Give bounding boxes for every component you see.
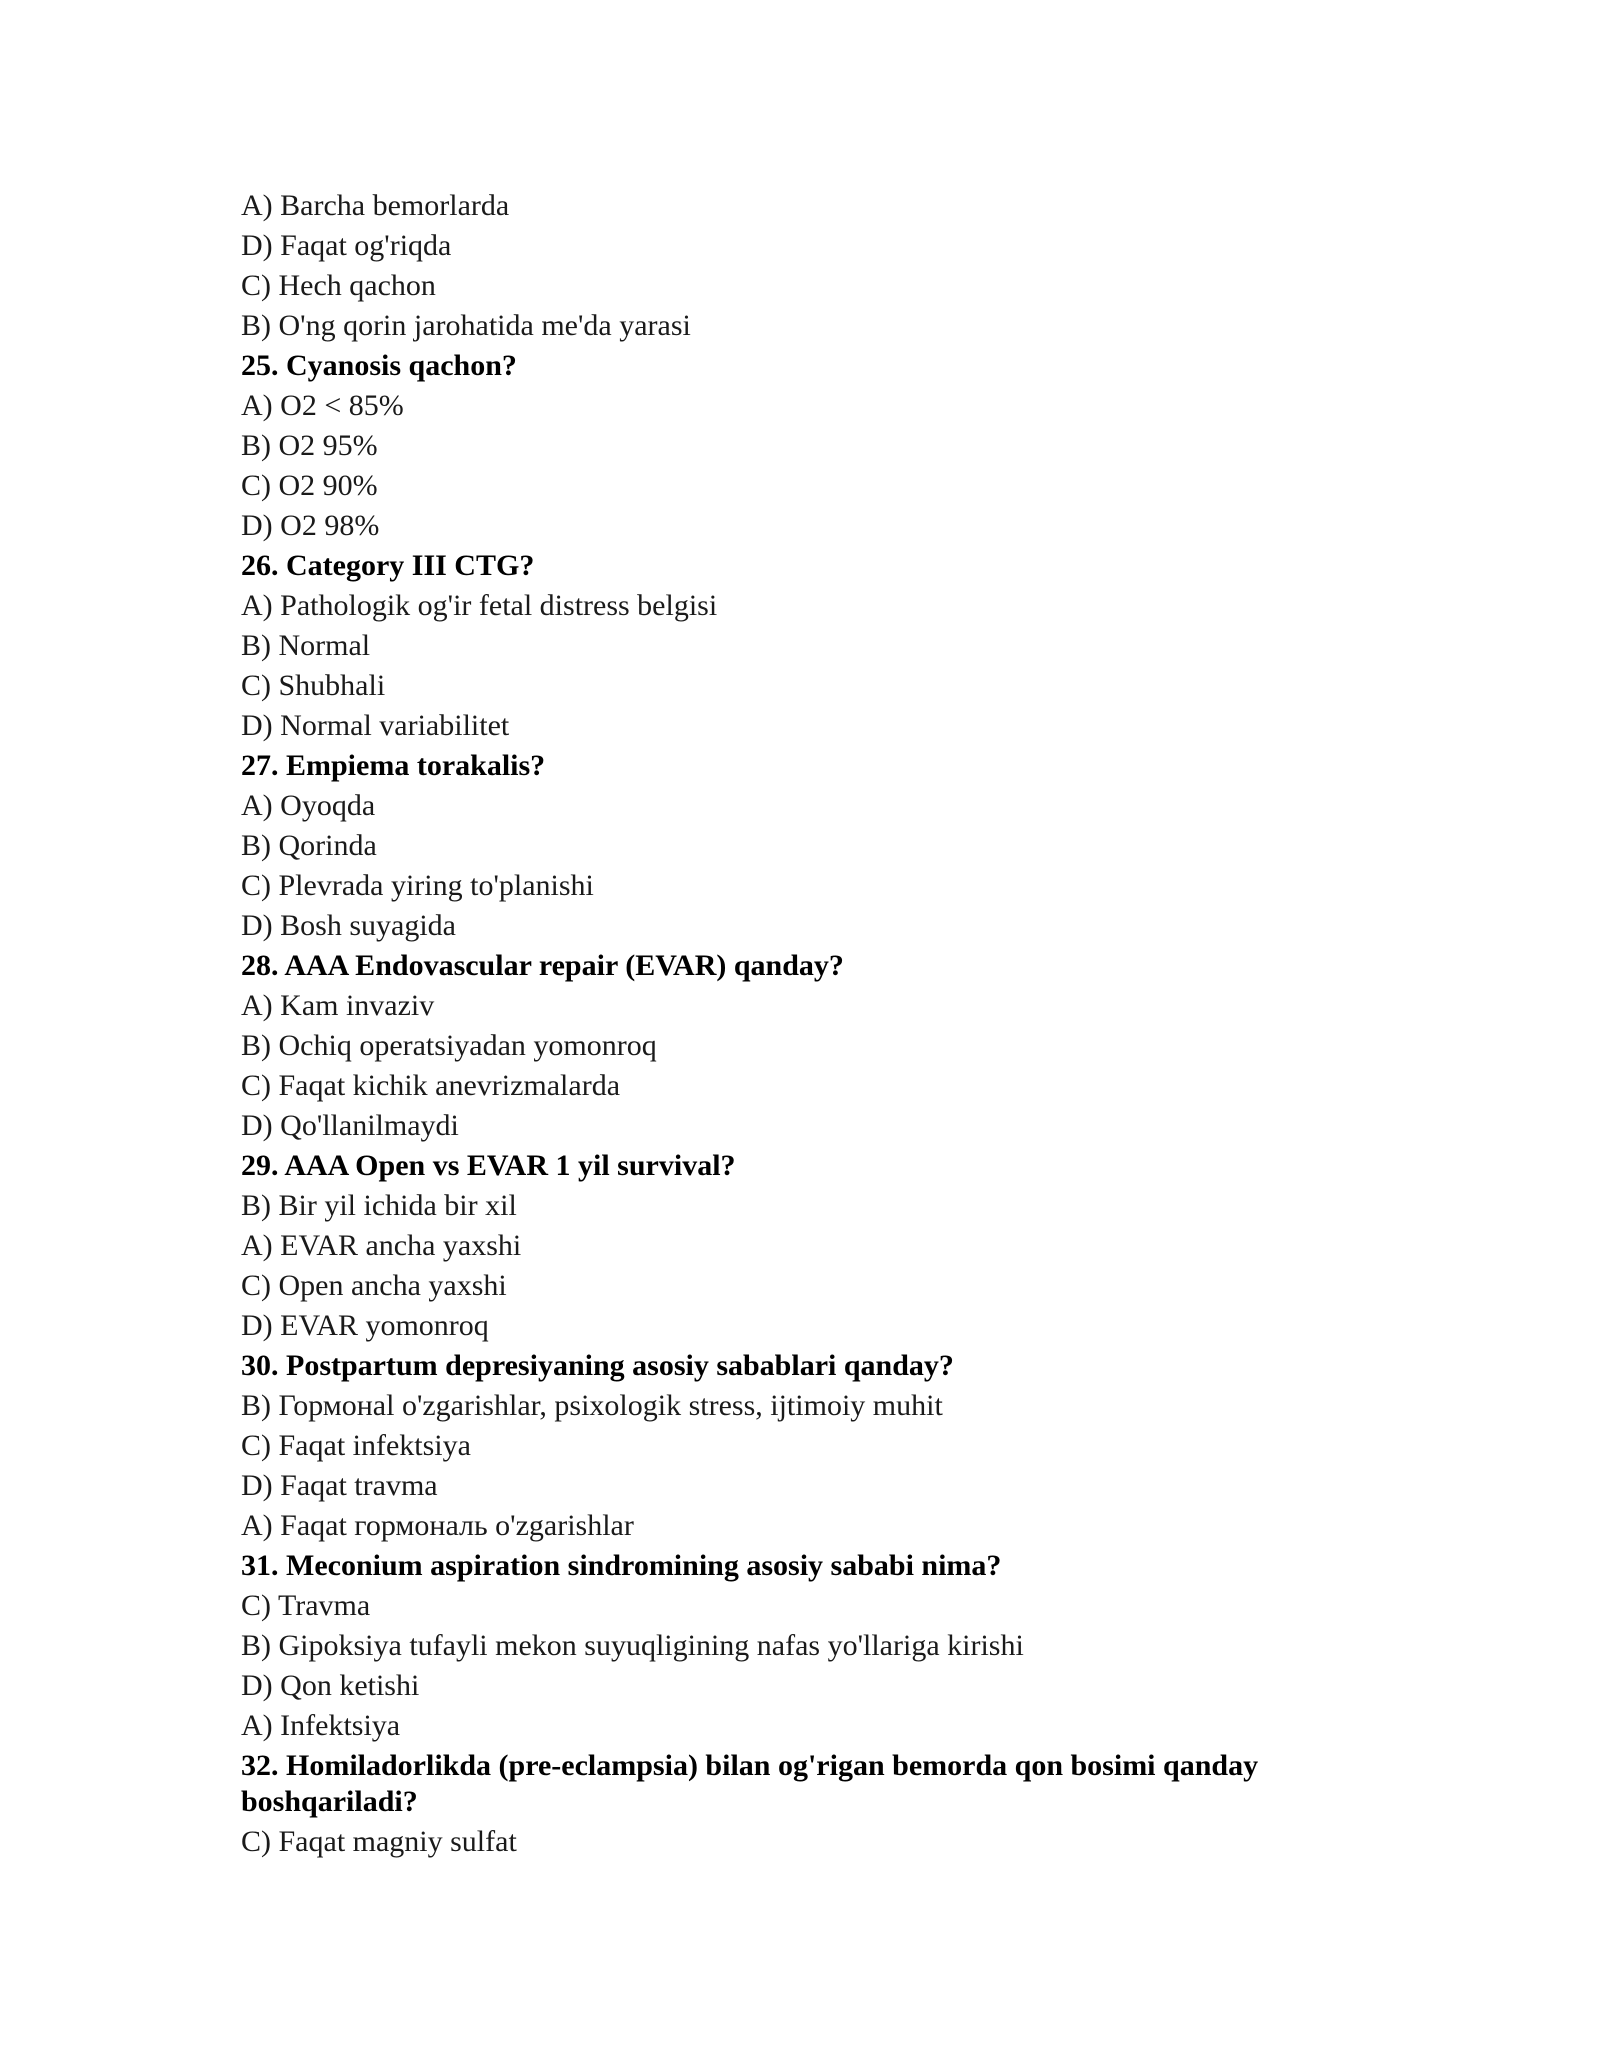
question-block — [241, 1146, 1381, 1346]
option-text: A) Faqat гормональ o'zgarishlar — [241, 1509, 634, 1542]
option-text: A) Oyoqda — [241, 789, 376, 822]
option-text: C) Open ancha yaxshi — [241, 1269, 507, 1302]
question-title: 26. Category III CTG? — [241, 549, 535, 582]
option-text: B) Gipoksiya tufayli mekon suyuqligining nafas yo'llariga kirishi — [241, 1629, 1024, 1662]
question-block — [241, 346, 1381, 546]
question-title: 25. Cyanosis qachon? — [241, 349, 517, 382]
option-text: C) Plevrada yiring to'planishi — [241, 869, 594, 902]
question-block — [241, 1346, 1381, 1546]
option-text: A) EVAR ancha yaxshi — [241, 1229, 522, 1262]
option-text: B) Гормонal o'zgarishlar, psixologik stress, ijtimoiy muhit — [241, 1389, 943, 1422]
question-block — [241, 1746, 1381, 1862]
document-page — [241, 186, 1381, 1862]
option-text: B) Bir yil ichida bir xil — [241, 1189, 517, 1222]
option-text: D) Bosh suyagida — [241, 909, 456, 942]
question-block — [241, 546, 1381, 746]
option-text: D) Faqat og'riqda — [241, 229, 452, 262]
question-block — [241, 1546, 1381, 1746]
carry-over-options — [241, 186, 1381, 346]
question-title: 28. AAA Endovascular repair (EVAR) qanday? — [241, 949, 844, 982]
option-text: D) Normal variabilitet — [241, 709, 510, 742]
question-title: 32. Homiladorlikda (pre-eclampsia) bilan og'rigan bemorda qon bosimi qanday boshqariladi? — [241, 1749, 1259, 1818]
question-block — [241, 946, 1381, 1146]
option-text: C) Travma — [241, 1589, 371, 1622]
question-title: 31. Meconium aspiration sindromining asosiy sababi nima? — [241, 1549, 1002, 1582]
option-text: D) EVAR yomonroq — [241, 1309, 489, 1342]
option-text: A) O2 < 85% — [241, 389, 404, 422]
option-text: B) O2 95% — [241, 429, 378, 462]
option-text: D) Qo'llanilmaydi — [241, 1109, 459, 1142]
option-text: C) Shubhali — [241, 669, 386, 702]
option-text: D) O2 98% — [241, 509, 380, 542]
question-block — [241, 746, 1381, 946]
option-text: C) O2 90% — [241, 469, 378, 502]
option-text: C) Faqat magniy sulfat — [241, 1825, 517, 1858]
option-text: D) Faqat travma — [241, 1469, 438, 1502]
option-text: C) Faqat infektsiya — [241, 1429, 471, 1462]
question-title: 30. Postpartum depresiyaning asosiy sabablari qanday? — [241, 1349, 954, 1382]
option-text: A) Pathologik og'ir fetal distress belgisi — [241, 589, 718, 622]
option-text: B) Ochiq operatsiyadan yomonroq — [241, 1029, 657, 1062]
question-title: 29. AAA Open vs EVAR 1 yil survival? — [241, 1149, 736, 1182]
option-text: D) Qon ketishi — [241, 1669, 420, 1702]
option-text: A) Infektsiya — [241, 1709, 401, 1742]
option-text: C) Hech qachon — [241, 269, 436, 302]
option-text: B) Qorinda — [241, 829, 377, 862]
option-text: B) Normal — [241, 629, 371, 662]
option-text: C) Faqat kichik anevrizmalarda — [241, 1069, 621, 1102]
option-text: A) Kam invaziv — [241, 989, 435, 1022]
option-text: A) Barcha bemorlarda — [241, 189, 510, 222]
question-title: 27. Empiema torakalis? — [241, 749, 546, 782]
option-text: B) O'ng qorin jarohatida me'da yarasi — [241, 309, 691, 342]
